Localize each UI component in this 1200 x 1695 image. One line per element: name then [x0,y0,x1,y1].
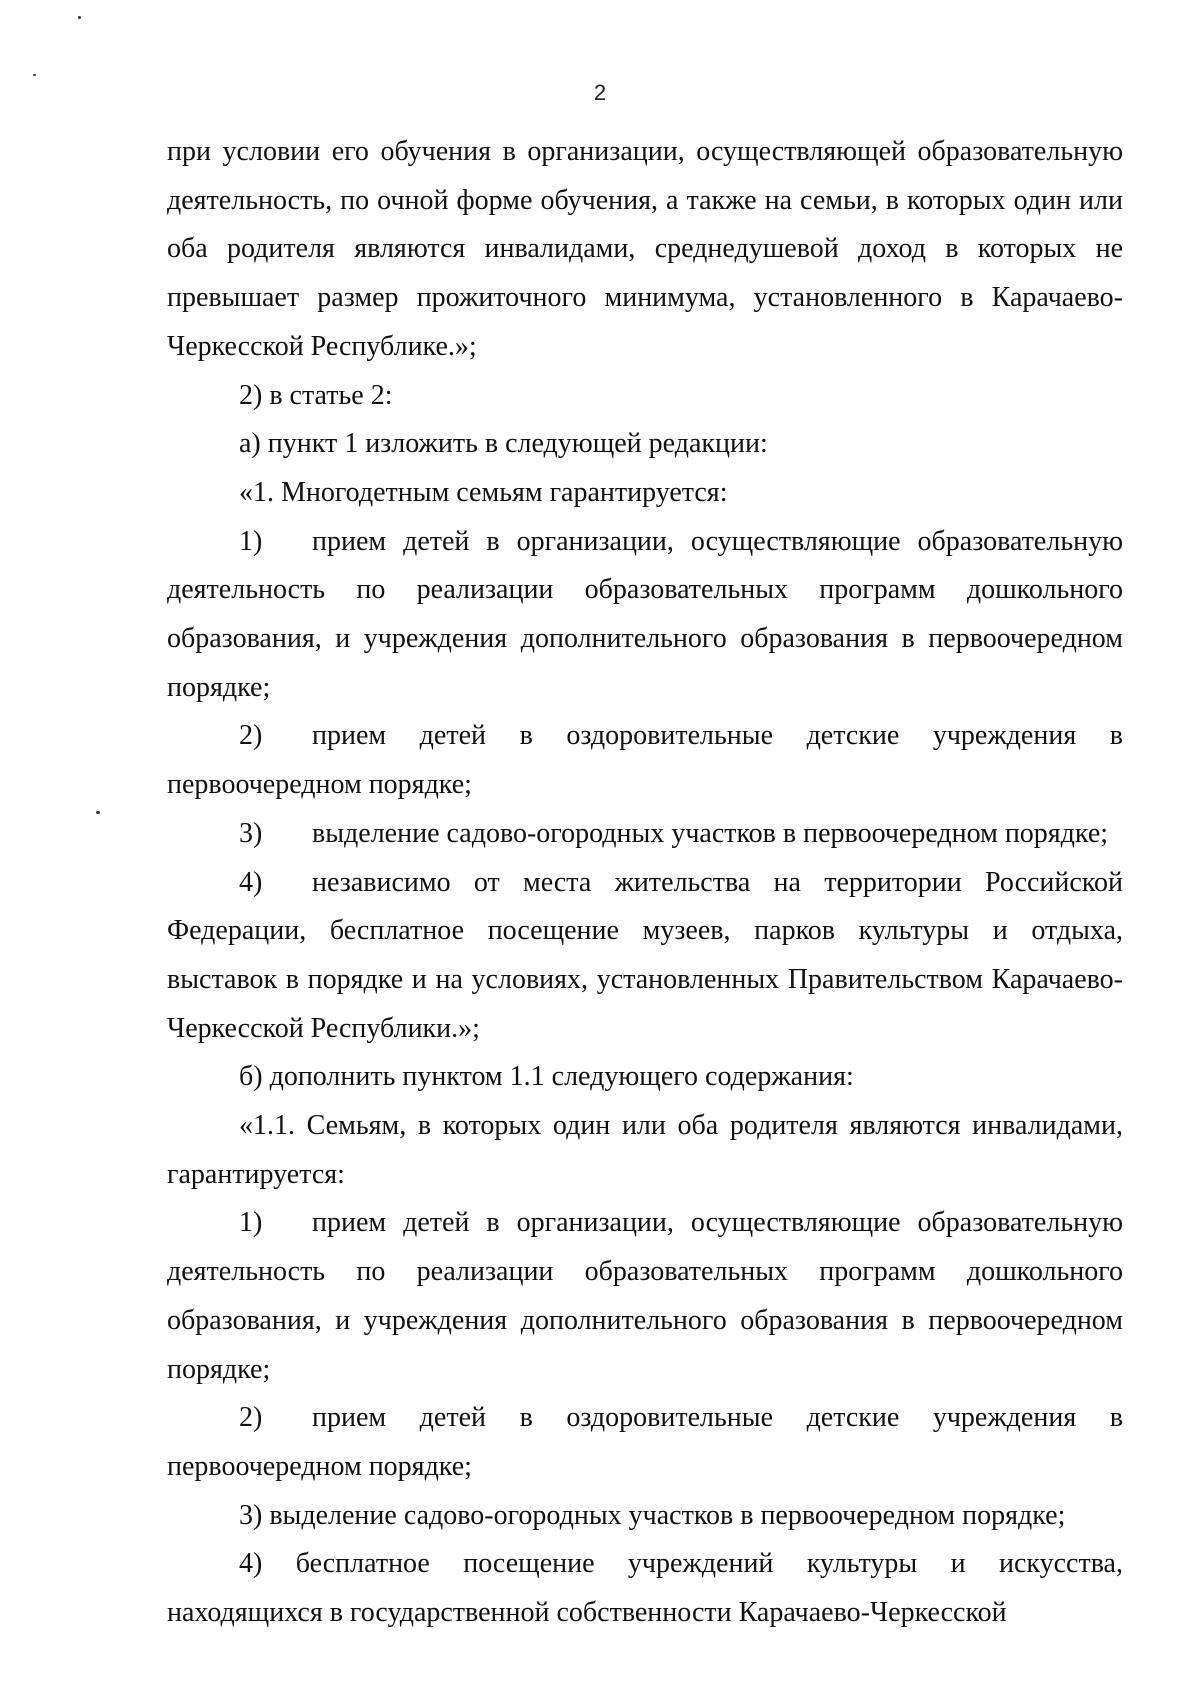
paragraph: «1.1. Семьям, в которых один или оба родителя являются инвалидами, гарантируется: [167,1110,1123,1190]
scan-speck [78,16,81,19]
list-item [167,1394,1123,1491]
list-item-number: 1) [239,1207,263,1239]
list-item [167,1199,1123,1394]
paragraph: б) дополнить пунктом 1.1 следующего содержания: [239,1061,854,1093]
list-item-number: 1) [239,525,263,557]
scan-speck [33,74,36,76]
paragraph: при условии его обучения в организации, осуществляющей образовательную деятельность, по очной форме обучения, а также на семьи, в которых один или оба родителя являются инвалидами, среднедушевой доход в которых не превышает размер прожиточного минимума, установленного в Карачаево-Черкесской Республике.»; [167,136,1123,362]
list-item-number: 3) [239,817,263,849]
scan-speck [96,811,100,814]
list-item-text: выделение садово-огородных участков в первоочередном порядке; [312,817,1109,849]
list-item [167,712,1123,809]
list-item [167,859,1123,1054]
list-item-text: прием детей в оздоровительные детские учреждения в первоочередном порядке; [167,1402,1123,1482]
list-item-text: независимо от места жительства на территории Российской Федерации, бесплатное посещение музеев, парков культуры и отдыха, выставок в порядке и на условиях, установленных Правительством Карачаево-Черкесской Республики.»; [167,866,1123,1044]
list-item-number: 2) [239,1402,263,1434]
list-item-text: прием детей в оздоровительные детские учреждения в первоочередном порядке; [167,720,1123,801]
paragraph: 3) выделение садово-огородных участков в первоочередном порядке; [239,1499,1066,1531]
list-item [167,518,1123,713]
list-item-number: 2) [239,720,263,752]
paragraph: а) пункт 1 изложить в следующей редакции: [239,428,768,460]
document-body [167,128,1123,1638]
paragraph: 4) бесплатное посещение учреждений культуры и искусства, находящихся в государственной собственности Карачаево-Черкесской [167,1548,1123,1629]
list-item-text: прием детей в организации, осуществляющие образовательную деятельность по реализации образовательных программ дошкольного образования, и учреждения дополнительного образования в первоочередном порядке; [167,1207,1123,1385]
list-item [167,810,1123,859]
paragraph: «1. Многодетным семьям гарантируется: [239,476,728,508]
paragraph: 2) в статье 2: [239,379,393,411]
list-item-number: 4) [239,866,263,898]
page-number: 2 [593,80,607,105]
list-item-text: прием детей в организации, осуществляющие образовательную деятельность по реализации образовательных программ дошкольного образования, и учреждения дополнительного образования в первоочередном порядке; [167,525,1123,703]
